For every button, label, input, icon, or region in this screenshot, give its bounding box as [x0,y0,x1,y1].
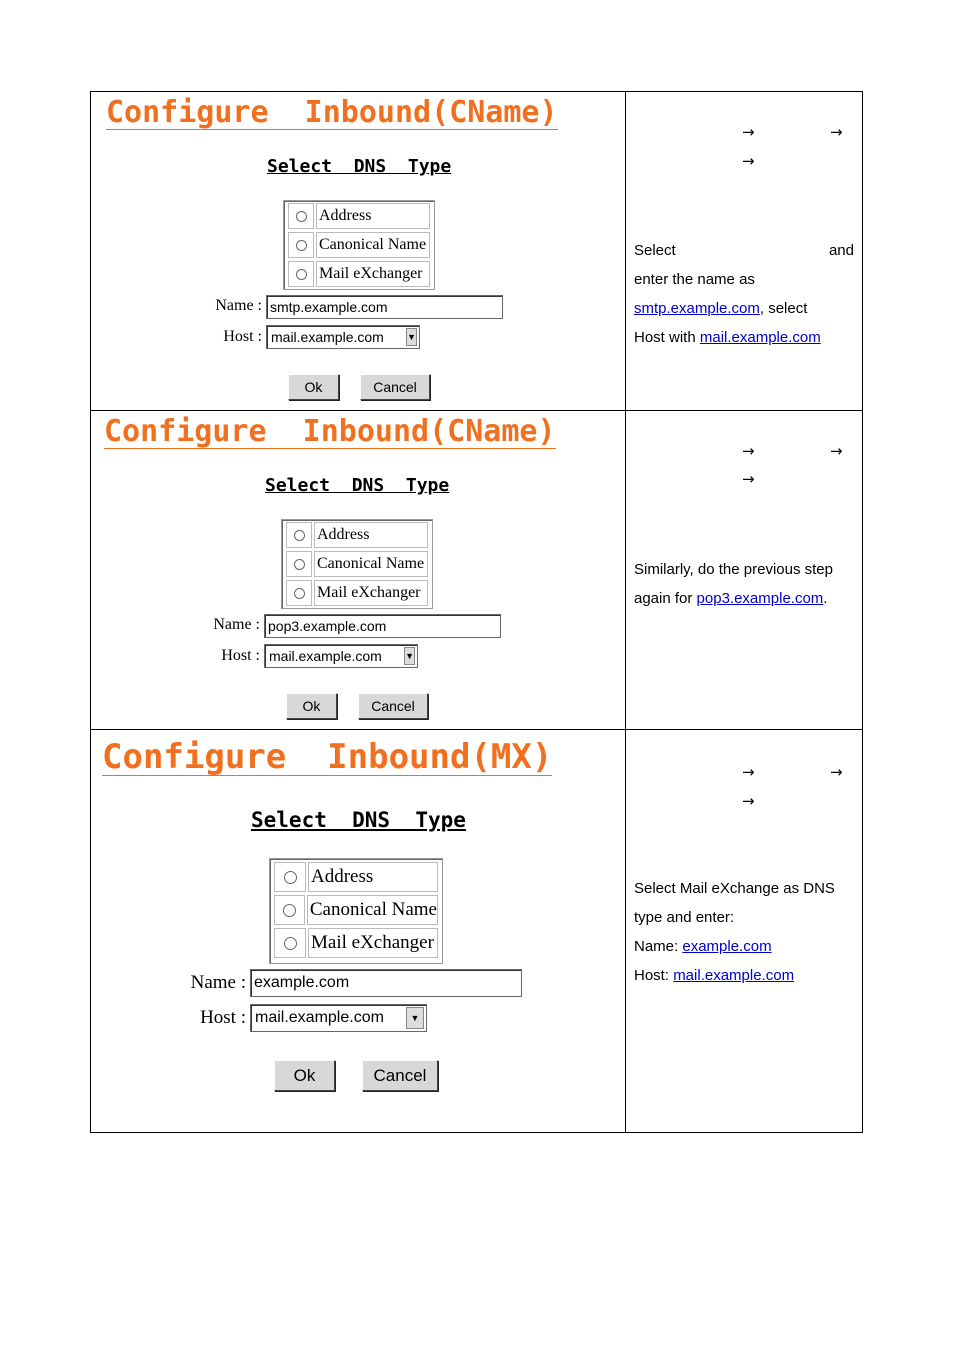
table-row [91,730,863,1133]
select-dns-type-heading: Select DNS Type [267,156,452,177]
radio-label: Address [314,522,428,548]
arrow-icon: → [742,792,755,810]
name-label: Name : [190,972,246,993]
panel-title: Configure Inbound(MX) [102,737,553,777]
link-mail-host[interactable]: mail.example.com [673,967,795,984]
radio-button[interactable] [296,269,307,280]
radio-label: Canonical Name [316,232,430,258]
radio-button[interactable] [284,871,297,884]
screenshot-cell [91,411,626,730]
arrow-icon: → [742,470,755,488]
name-label: Name : [213,616,260,633]
link-example[interactable]: example.com [682,938,772,955]
radio-option-mail-exchanger[interactable] [286,580,428,606]
host-label: Host : [223,328,262,345]
radio-label: Mail eXchanger [314,580,428,606]
dns-config-panel [91,411,625,729]
radio-button[interactable] [296,240,307,251]
radio-label: Address [308,862,438,892]
radio-label: Mail eXchanger [316,261,430,287]
instruction-table [90,91,863,1133]
radio-button[interactable] [294,559,305,570]
name-label: Name : [215,297,262,314]
radio-option-canonical-name[interactable] [286,551,428,577]
step-description [634,874,854,990]
dns-config-panel [91,730,625,1132]
table-row [91,411,863,730]
radio-label: Address [316,203,430,229]
host-label: Host : [221,647,260,664]
cancel-button[interactable]: Cancel [360,374,430,400]
dropdown-arrow-icon[interactable]: ▼ [406,328,417,346]
radio-option-canonical-name[interactable] [274,895,438,925]
radio-option-address[interactable] [274,862,438,892]
cancel-button[interactable]: Cancel [358,693,428,719]
radio-button[interactable] [284,937,297,950]
description-cell [626,92,863,411]
step-description [634,555,854,613]
link-smtp[interactable]: smtp.example.com [634,300,760,317]
text: Name: [634,938,683,955]
text: and [828,242,854,259]
arrow-icon: → [830,123,843,141]
host-select[interactable] [266,325,420,349]
host-label: Host : [200,1007,246,1028]
ok-button[interactable]: Ok [288,374,339,400]
dns-type-radio-group [269,858,443,964]
radio-option-canonical-name[interactable] [288,232,430,258]
description-cell [626,411,863,730]
radio-option-address[interactable] [288,203,430,229]
arrow-icon: → [742,763,755,781]
host-select[interactable] [250,1004,427,1032]
radio-label: Canonical Name [314,551,428,577]
dns-config-panel [91,92,625,410]
radio-option-mail-exchanger[interactable] [288,261,430,287]
name-input[interactable]: example.com [250,969,522,997]
radio-button[interactable] [296,211,307,222]
select-dns-type-heading: Select DNS Type [265,475,450,496]
ok-button[interactable]: Ok [286,693,337,719]
text: , select [759,300,808,317]
host-select-value: mail.example.com [255,1009,384,1026]
arrow-icon: → [742,442,755,460]
table-row [91,92,863,411]
panel-title: Configure Inbound(CName) [106,95,558,130]
dns-type-radio-group [283,200,435,290]
host-select-value: mail.example.com [271,329,384,345]
radio-button[interactable] [294,530,305,541]
name-input[interactable]: pop3.example.com [264,614,501,638]
screenshot-cell [91,92,626,411]
radio-label: Mail eXchanger [308,928,438,958]
step-description [634,236,854,352]
panel-title: Configure Inbound(CName) [104,414,556,449]
host-select-value: mail.example.com [269,648,382,664]
text: Host with [634,329,700,346]
radio-option-address[interactable] [286,522,428,548]
text: Select Mail eXchange as DNS [634,880,835,897]
dropdown-arrow-icon[interactable]: ▼ [404,647,415,665]
cancel-button[interactable]: Cancel [362,1060,438,1091]
radio-button[interactable] [283,904,296,917]
radio-button[interactable] [294,588,305,599]
select-dns-type-heading: Select DNS Type [251,808,466,832]
name-input[interactable]: smtp.example.com [266,295,503,319]
dns-type-radio-group [281,519,433,609]
text: . [823,590,828,607]
host-select[interactable] [264,644,418,668]
text: type and enter: [634,909,735,926]
text: again for [634,590,697,607]
radio-label: Canonical Name [307,895,438,925]
link-mail-host[interactable]: mail.example.com [699,329,821,346]
text: Select [634,242,676,259]
text: Host: [634,967,674,984]
link-pop3[interactable]: pop3.example.com [696,590,824,607]
arrow-icon: → [742,152,755,170]
dropdown-arrow-icon[interactable]: ▼ [406,1007,424,1029]
text: Similarly, do the previous step [634,561,833,578]
ok-button[interactable]: Ok [274,1060,335,1091]
screenshot-cell [91,730,626,1133]
radio-option-mail-exchanger[interactable] [274,928,438,958]
arrow-icon: → [830,763,843,781]
arrow-icon: → [830,442,843,460]
arrow-icon: → [742,123,755,141]
description-cell [626,730,863,1133]
text: enter the name as [634,271,755,288]
